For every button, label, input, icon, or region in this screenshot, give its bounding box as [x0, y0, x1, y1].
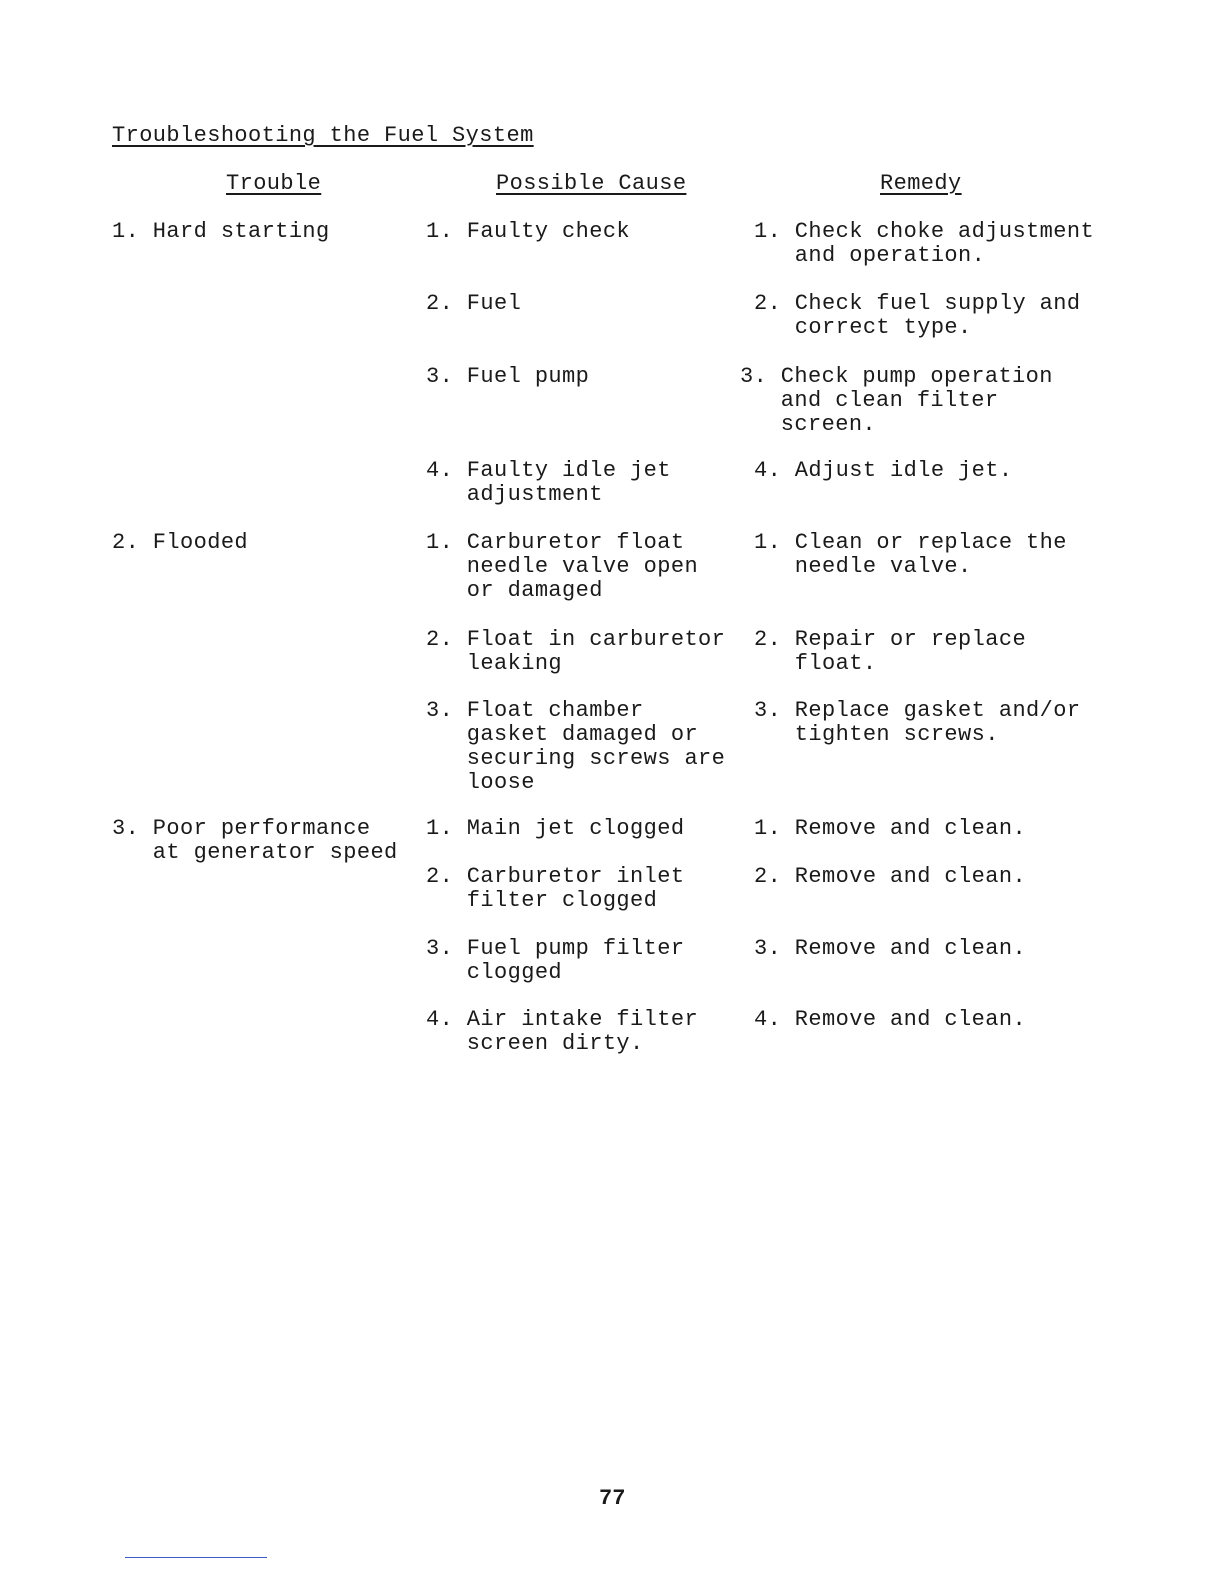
cause-2-1: 1. Carburetor float needle valve open or damaged: [426, 530, 699, 603]
cause-1-2: 2. Fuel: [426, 291, 522, 316]
trouble-2: 2. Flooded: [112, 530, 249, 555]
remedy-2-3: 3. Replace gasket and/or tighten screws.: [754, 698, 1081, 747]
remedy-3-3: 3. Remove and clean.: [754, 936, 1027, 961]
remedy-3-4: 4. Remove and clean.: [754, 1007, 1027, 1032]
remedy-1-2: 2. Check fuel supply and correct type.: [754, 291, 1081, 340]
remedy-2-2: 2. Repair or replace float.: [754, 627, 1027, 676]
trouble-3: 3. Poor performance at generator speed: [112, 816, 398, 865]
header-remedy: Remedy: [880, 171, 962, 196]
cause-3-2: 2. Carburetor inlet filter clogged: [426, 864, 685, 913]
remedy-3-2: 2. Remove and clean.: [754, 864, 1027, 889]
cause-1-3: 3. Fuel pump: [426, 364, 590, 389]
cause-3-4: 4. Air intake filter screen dirty.: [426, 1007, 699, 1056]
footer-rule: [125, 1557, 267, 1558]
cause-1-1: 1. Faulty check: [426, 219, 631, 244]
remedy-1-4: 4. Adjust idle jet.: [754, 458, 1013, 483]
cause-2-3: 3. Float chamber gasket damaged or securing screws are loose: [426, 698, 726, 795]
cause-3-3: 3. Fuel pump filter clogged: [426, 936, 685, 985]
cause-1-4: 4. Faulty idle jet adjustment: [426, 458, 671, 507]
remedy-1-1: 1. Check choke adjustment and operation.: [754, 219, 1095, 268]
remedy-1-3: 3. Check pump operation and clean filter screen.: [740, 364, 1053, 437]
remedy-2-1: 1. Clean or replace the needle valve.: [754, 530, 1067, 579]
trouble-1: 1. Hard starting: [112, 219, 330, 244]
header-possible-cause: Possible Cause: [496, 171, 687, 196]
cause-3-1: 1. Main jet clogged: [426, 816, 685, 841]
remedy-3-1: 1. Remove and clean.: [754, 816, 1027, 841]
page-number: 77: [599, 1486, 626, 1511]
cause-2-2: 2. Float in carburetor leaking: [426, 627, 726, 676]
header-trouble: Trouble: [226, 171, 322, 196]
page-title: Troubleshooting the Fuel System: [112, 123, 534, 148]
